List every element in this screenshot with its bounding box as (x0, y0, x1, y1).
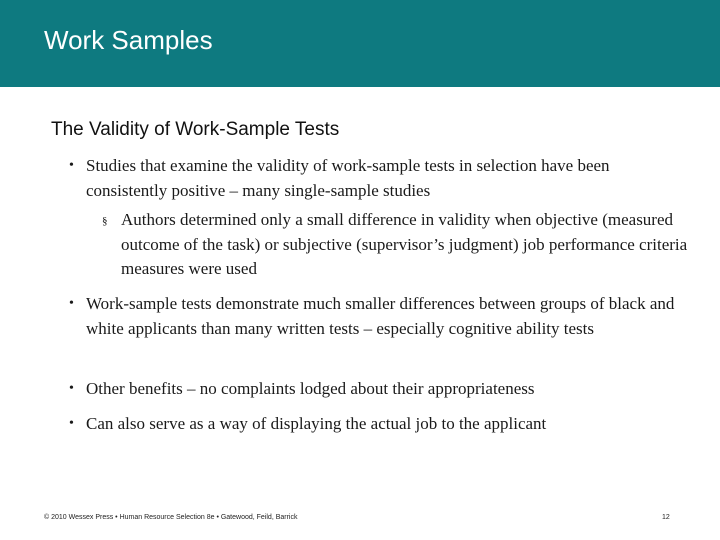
bullet-text: Can also serve as a way of displaying the actual job to the applicant (86, 414, 547, 433)
bullet-dot-icon: • (69, 296, 74, 311)
bullet-item (69, 412, 686, 437)
bullet-text: Other benefits – no complaints lodged about their appropriateness (86, 379, 535, 398)
bullet-dot-icon: • (69, 416, 74, 431)
sub-bullet-text: Authors determined only a small difference in validity when objective (measured outcome of the task) or subjective (supervisor’s judgment) job performance criteria measures were used (121, 210, 688, 278)
bullet-dot-icon: • (69, 158, 74, 173)
bullet-item (69, 154, 686, 203)
bullet-dot-icon: • (69, 381, 74, 396)
slide-subtitle: The Validity of Work-Sample Tests (51, 119, 340, 140)
bullet-text: Work-sample tests demonstrate much smaller differences between groups of black and white applicants than many written tests – especially cognitive ability tests (86, 294, 675, 338)
slide-header-bar (0, 0, 720, 87)
sub-bullet-item (102, 208, 691, 282)
footer-copyright: © 2010 Wessex Press • Human Resource Selection 8e • Gatewood, Feild, Barrick (44, 514, 298, 521)
bullet-text: Studies that examine the validity of work-sample tests in selection have been consistently positive – many single-sample studies (86, 156, 610, 200)
section-square-bullet-icon: § (102, 215, 108, 227)
slide-title: Work Samples (44, 25, 213, 55)
page-number: 12 (662, 514, 670, 521)
bullet-item (69, 377, 686, 402)
bullet-item (69, 292, 686, 341)
